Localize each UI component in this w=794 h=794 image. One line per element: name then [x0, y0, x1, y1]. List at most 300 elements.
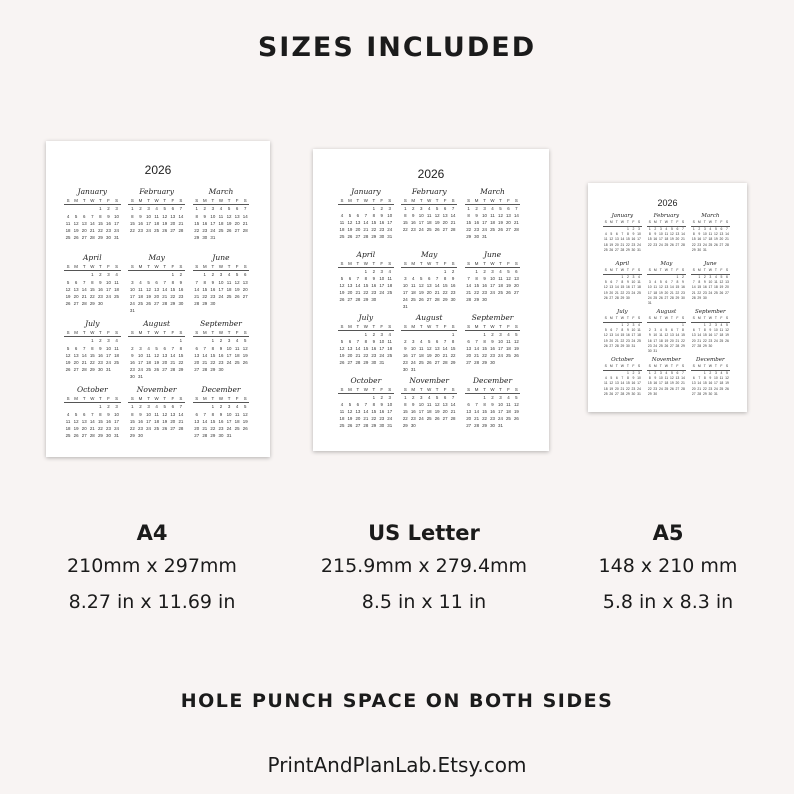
day-number: 9: [491, 402, 494, 408]
day-blank: [346, 268, 354, 275]
day-number: 21: [670, 290, 674, 295]
month-name: November: [136, 385, 177, 394]
weekday-label: S: [604, 220, 607, 225]
day-blank: [401, 268, 409, 275]
weekday-label: M: [348, 387, 352, 393]
day-number: 5: [714, 226, 717, 231]
day-number: 23: [218, 425, 224, 431]
day-number: 5: [74, 213, 78, 219]
day-number: 18: [218, 220, 224, 226]
day-number: 14: [450, 402, 456, 408]
day-number: 2: [372, 332, 376, 338]
day-number: 20: [73, 359, 79, 365]
weekday-label: W: [427, 261, 432, 267]
day-number: 22: [402, 416, 408, 422]
day-number: 16: [653, 381, 658, 386]
day-number: 6: [82, 213, 86, 219]
day-number: 6: [74, 279, 78, 285]
day-number: 8: [404, 402, 407, 408]
day-number: 6: [235, 206, 239, 212]
day-number: 8: [131, 213, 134, 219]
day-blank: [425, 331, 433, 338]
day-blank: [145, 337, 153, 344]
day-number: 5: [665, 328, 668, 333]
day-number: 18: [138, 293, 143, 299]
month-name: April: [356, 250, 376, 259]
day-blank: [80, 403, 88, 410]
day-number: 26: [162, 425, 168, 431]
day-number: 26: [603, 295, 608, 300]
day-number: 4: [659, 328, 662, 333]
weekday-label: T: [372, 261, 376, 267]
size-imperial: 8.5 in x 11 in: [361, 591, 487, 613]
day-number: 9: [682, 280, 684, 285]
day-number: 6: [726, 274, 728, 279]
day-number: 17: [379, 283, 385, 289]
day-number: 11: [234, 411, 240, 417]
day-number: 24: [498, 353, 503, 359]
day-blank: [473, 331, 481, 338]
day-number: 9: [648, 333, 651, 338]
day-number: 23: [202, 227, 208, 233]
day-number: 7: [475, 339, 478, 345]
weekday-label: F: [380, 261, 384, 267]
weekday-label: F: [507, 261, 510, 267]
day-number: 19: [347, 416, 353, 422]
day-number: 10: [218, 279, 224, 285]
day-number: 6: [427, 276, 431, 282]
day-number: 14: [434, 283, 440, 289]
day-number: 24: [482, 227, 487, 233]
day-number: 19: [418, 290, 424, 296]
size-imperial: 5.8 in x 8.3 in: [602, 591, 734, 613]
day-number: 11: [708, 232, 713, 237]
month-name: May: [148, 253, 165, 262]
day-number: 28: [697, 391, 702, 396]
day-number: 16: [379, 409, 385, 415]
weekday-label: S: [195, 330, 199, 336]
day-number: 6: [348, 339, 352, 345]
day-number: 25: [708, 242, 713, 247]
day-number: 20: [347, 290, 353, 296]
day-number: 24: [146, 227, 151, 233]
day-blank: [80, 205, 88, 212]
day-grid: [401, 331, 457, 373]
day-number: 27: [170, 425, 176, 431]
day-number: 25: [339, 423, 345, 429]
day-number: 6: [665, 280, 668, 285]
weekday-label: F: [443, 387, 447, 393]
day-number: 12: [234, 279, 240, 285]
day-number: 4: [139, 279, 142, 285]
day-number: 14: [81, 286, 87, 292]
weekday-label: W: [427, 198, 432, 204]
day-number: 30: [218, 433, 224, 439]
day-number: 27: [73, 367, 79, 373]
day-number: 3: [388, 395, 391, 401]
weekday-label: S: [179, 264, 183, 270]
weekday-label: T: [82, 198, 86, 204]
day-number: 4: [155, 404, 158, 410]
day-grid: [647, 371, 686, 397]
weekday-label: T: [99, 396, 102, 402]
day-number: 22: [620, 290, 625, 295]
day-number: 31: [114, 235, 119, 241]
day-number: 6: [195, 345, 198, 351]
day-number: 11: [146, 352, 151, 358]
month-name: November: [651, 357, 681, 363]
day-number: 8: [372, 402, 376, 408]
day-number: 13: [347, 283, 353, 289]
weekday-label: M: [138, 396, 143, 402]
day-number: 2: [703, 274, 706, 279]
day-number: 2: [219, 404, 223, 410]
day-blank: [354, 331, 362, 338]
month-name: April: [83, 253, 102, 262]
day-number: 12: [347, 220, 353, 226]
day-number: 6: [356, 213, 360, 219]
day-number: 9: [412, 402, 415, 408]
weekday-label: T: [163, 396, 167, 402]
day-number: 8: [131, 411, 134, 417]
month-block: [128, 187, 185, 234]
day-number: 16: [490, 346, 495, 352]
day-number: 24: [418, 227, 424, 233]
month-name: November: [409, 376, 450, 385]
day-number: 21: [614, 338, 619, 343]
day-number: 15: [210, 352, 216, 358]
day-number: 18: [719, 381, 724, 386]
day-number: 13: [614, 381, 619, 386]
day-number: 10: [379, 339, 385, 345]
weekday-label: F: [443, 261, 447, 267]
weekday-label: M: [411, 387, 416, 393]
day-number: 6: [507, 206, 510, 212]
weekday-label: T: [211, 396, 215, 402]
day-number: 31: [637, 391, 641, 396]
day-number: 3: [419, 395, 423, 401]
day-number: 21: [697, 338, 702, 343]
day-number: 28: [170, 367, 176, 373]
day-blank: [193, 271, 201, 278]
day-number: 6: [615, 376, 618, 381]
day-number: 13: [691, 381, 696, 386]
day-number: 18: [146, 359, 151, 365]
day-number: 3: [388, 206, 391, 212]
day-number: 26: [234, 293, 240, 299]
day-number: 23: [410, 227, 416, 233]
weekday-header: [603, 316, 642, 321]
day-number: 15: [402, 409, 408, 415]
day-number: 14: [355, 283, 361, 289]
weekday-label: M: [202, 396, 207, 402]
day-number: 1: [682, 322, 684, 327]
day-number: 2: [219, 338, 223, 344]
day-number: 7: [451, 206, 455, 212]
day-number: 8: [467, 213, 470, 219]
day-number: 14: [242, 213, 248, 219]
day-number: 26: [73, 235, 79, 241]
weekday-label: S: [179, 330, 183, 336]
day-number: 13: [466, 409, 472, 415]
weekday-label: F: [107, 330, 110, 336]
day-number: 28: [363, 234, 369, 240]
day-number: 8: [179, 345, 183, 351]
day-number: 27: [725, 290, 729, 295]
day-number: 28: [466, 297, 472, 303]
day-number: 29: [363, 297, 369, 303]
day-number: 28: [474, 360, 480, 366]
day-number: 4: [412, 276, 415, 282]
day-number: 20: [355, 416, 361, 422]
weekday-label: T: [147, 330, 150, 336]
day-number: 17: [402, 290, 408, 296]
weekday-label: M: [202, 198, 207, 204]
day-number: 25: [114, 359, 119, 365]
month-name: July: [617, 309, 628, 315]
day-number: 7: [179, 206, 183, 212]
day-number: 23: [379, 416, 385, 422]
day-number: 3: [219, 272, 223, 278]
day-number: 10: [658, 232, 663, 237]
weekday-header: [64, 395, 121, 402]
day-number: 16: [106, 418, 111, 424]
day-number: 1: [621, 274, 624, 279]
day-number: 23: [631, 242, 636, 247]
day-number: 11: [387, 276, 392, 282]
day-number: 28: [450, 227, 456, 233]
day-number: 16: [210, 286, 216, 292]
day-number: 7: [82, 345, 86, 351]
day-number: 15: [474, 283, 480, 289]
day-number: 6: [163, 345, 166, 351]
day-number: 10: [210, 213, 216, 219]
weekday-header: [128, 263, 185, 270]
day-number: 27: [81, 433, 87, 439]
day-number: 13: [242, 279, 248, 285]
day-number: 19: [234, 286, 240, 292]
weekday-label: T: [356, 387, 360, 393]
day-number: 14: [614, 285, 619, 290]
day-number: 26: [725, 338, 729, 343]
day-number: 26: [658, 295, 663, 300]
weekday-label: T: [227, 264, 231, 270]
weekday-header: [647, 364, 686, 369]
day-blank: [409, 268, 417, 275]
day-number: 9: [372, 339, 376, 345]
weekday-label: W: [664, 364, 668, 369]
day-number: 16: [631, 381, 636, 386]
day-number: 23: [647, 343, 652, 348]
day-blank: [473, 394, 481, 401]
day-number: 1: [692, 226, 695, 231]
month-block: [64, 187, 121, 241]
weekday-header: [193, 197, 250, 204]
weekday-label: T: [483, 387, 486, 393]
day-blank: [409, 331, 417, 338]
day-number: 8: [364, 339, 368, 345]
day-number: 23: [129, 367, 135, 373]
day-number: 4: [340, 402, 344, 408]
day-number: 14: [691, 285, 696, 290]
day-number: 28: [675, 343, 680, 348]
day-number: 24: [146, 425, 151, 431]
day-number: 1: [698, 274, 701, 279]
day-number: 21: [450, 409, 456, 415]
day-number: 5: [155, 345, 158, 351]
day-number: 29: [210, 433, 216, 439]
day-number: 10: [129, 286, 135, 292]
day-number: 26: [664, 343, 669, 348]
day-number: 17: [637, 381, 641, 386]
day-number: 30: [474, 234, 480, 240]
day-number: 7: [615, 280, 618, 285]
day-number: 7: [195, 279, 198, 285]
weekday-header: [338, 197, 394, 204]
weekday-label: F: [676, 220, 679, 225]
day-number: 15: [647, 381, 652, 386]
day-number: 9: [654, 376, 657, 381]
day-number: 16: [129, 359, 135, 365]
day-number: 2: [412, 206, 415, 212]
day-number: 12: [725, 328, 729, 333]
day-grid: [193, 403, 250, 439]
day-number: 8: [91, 279, 94, 285]
day-number: 23: [410, 416, 416, 422]
day-number: 14: [89, 418, 95, 424]
day-number: 2: [475, 206, 478, 212]
day-number: 2: [211, 272, 215, 278]
weekday-label: T: [615, 364, 618, 369]
day-number: 13: [675, 232, 680, 237]
weekday-header: [193, 395, 250, 402]
day-number: 2: [483, 269, 486, 275]
day-number: 23: [210, 293, 216, 299]
day-number: 14: [513, 213, 519, 219]
day-number: 4: [388, 269, 391, 275]
weekday-label: W: [664, 220, 668, 225]
weekday-label: W: [218, 330, 224, 336]
weekday-label: M: [348, 198, 352, 204]
day-number: 3: [131, 279, 134, 285]
day-number: 21: [202, 425, 208, 431]
day-number: 17: [653, 338, 658, 343]
day-number: 7: [243, 206, 247, 212]
day-number: 15: [482, 346, 487, 352]
day-blank: [161, 271, 169, 278]
day-number: 28: [620, 391, 625, 396]
day-number: 26: [73, 433, 79, 439]
day-number: 21: [178, 418, 184, 424]
weekday-label: W: [708, 316, 712, 321]
day-number: 1: [626, 226, 629, 231]
day-number: 11: [138, 286, 143, 292]
month-block: [128, 319, 185, 381]
month-block: [465, 313, 521, 366]
day-number: 11: [426, 402, 432, 408]
month-block: [193, 319, 250, 373]
month-block: [401, 250, 457, 310]
day-number: 18: [708, 237, 713, 242]
day-number: 5: [670, 226, 673, 231]
day-number: 17: [714, 333, 718, 338]
day-number: 7: [451, 395, 455, 401]
weekday-label: S: [388, 198, 392, 204]
day-number: 8: [91, 345, 94, 351]
weekday-label: M: [609, 268, 613, 273]
day-number: 18: [65, 425, 71, 431]
day-number: 22: [97, 227, 103, 233]
day-number: 31: [129, 308, 135, 314]
day-number: 26: [609, 391, 614, 396]
day-number: 26: [670, 386, 674, 391]
weekday-label: F: [171, 264, 175, 270]
day-number: 6: [171, 404, 175, 410]
weekday-label: S: [179, 198, 183, 204]
day-number: 2: [203, 206, 206, 212]
day-number: 16: [202, 220, 208, 226]
day-number: 10: [418, 213, 424, 219]
weekday-label: S: [130, 198, 134, 204]
day-number: 29: [450, 360, 456, 366]
day-number: 25: [154, 425, 160, 431]
day-number: 30: [647, 349, 652, 354]
day-number: 30: [490, 360, 495, 366]
weekday-label: F: [380, 324, 384, 330]
weekday-label: F: [235, 264, 239, 270]
day-number: 21: [434, 290, 440, 296]
day-number: 13: [719, 232, 724, 237]
day-number: 26: [513, 416, 519, 422]
day-number: 3: [483, 206, 486, 212]
day-number: 1: [372, 395, 376, 401]
day-number: 28: [474, 423, 480, 429]
day-number: 11: [637, 280, 641, 285]
day-number: 17: [114, 418, 119, 424]
day-number: 8: [703, 328, 706, 333]
day-number: 30: [106, 433, 111, 439]
day-number: 8: [99, 213, 102, 219]
day-number: 13: [442, 213, 448, 219]
weekday-label: F: [235, 198, 239, 204]
day-number: 4: [638, 322, 640, 327]
day-number: 18: [234, 418, 240, 424]
day-number: 25: [65, 235, 71, 241]
day-number: 13: [609, 333, 614, 338]
day-number: 26: [725, 386, 729, 391]
day-number: 12: [146, 286, 151, 292]
day-number: 15: [697, 285, 702, 290]
day-number: 3: [659, 370, 662, 375]
month-block: [193, 385, 250, 439]
day-number: 14: [675, 333, 680, 338]
day-number: 22: [626, 386, 630, 391]
day-number: 5: [427, 339, 431, 345]
day-number: 22: [89, 293, 95, 299]
weekday-label: S: [340, 198, 344, 204]
weekday-label: F: [443, 324, 447, 330]
day-number: 16: [371, 283, 377, 289]
day-number: 23: [138, 425, 143, 431]
day-number: 25: [146, 367, 151, 373]
weekday-header: [603, 364, 642, 369]
day-number: 22: [129, 425, 135, 431]
day-number: 27: [355, 423, 361, 429]
day-number: 10: [387, 213, 393, 219]
weekday-label: F: [676, 316, 679, 321]
day-number: 22: [371, 416, 377, 422]
day-number: 8: [676, 280, 679, 285]
